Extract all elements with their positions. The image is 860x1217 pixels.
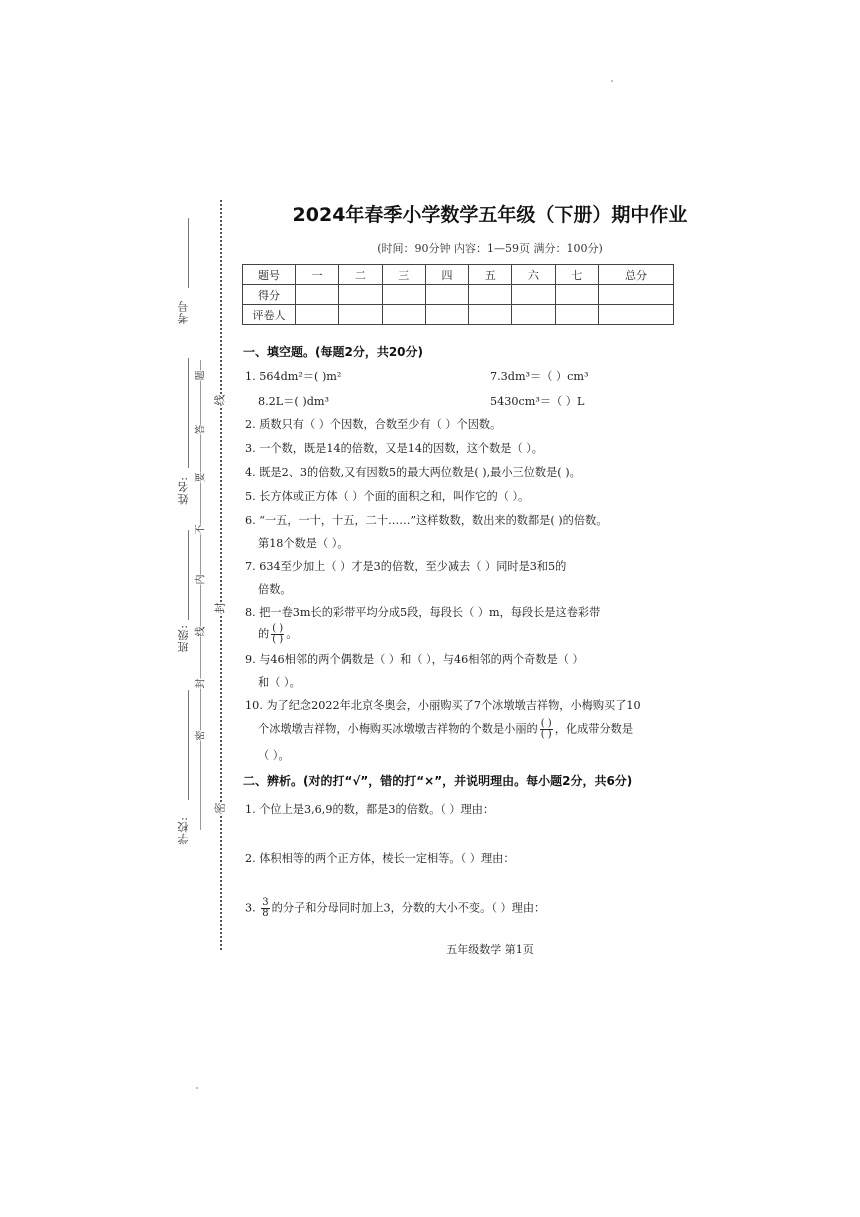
fraction-numerator: ( ): [540, 718, 552, 729]
judge-question-1: 1. 个位上是3,6,9的数，都是3的倍数。（ ）理由：: [245, 803, 495, 816]
column-header: 总分: [599, 265, 674, 285]
question-10b: [258, 719, 633, 740]
question-9a: 9. 与46相邻的两个偶数是（ ）和（ ），与46相邻的两个奇数是（ ）: [245, 653, 584, 666]
exam-info: (时间：90分钟 内容：1—59页 满分：100分): [377, 242, 603, 255]
row-header: 得分: [243, 285, 296, 305]
score-cell[interactable]: [339, 285, 382, 305]
seal-char: 密: [213, 802, 227, 814]
score-table: [242, 264, 674, 325]
question-1a: 1. 564dm²＝( )m²: [245, 370, 342, 383]
question-2: 2. 质数只有（ ）个因数，合数至少有（ ）个因数。: [245, 418, 502, 431]
question-7a: 7. 634至少加上（ ）才是3的倍数，至少减去（ ）同时是3和5的: [245, 560, 567, 573]
table-row: [243, 265, 674, 285]
question-1b: 7.3dm³＝（ ）cm³: [490, 370, 589, 383]
question-9b: 和（ ）。: [258, 676, 301, 689]
name-label: 姓名:: [177, 476, 190, 505]
judge-question-3-number: 3.: [245, 901, 256, 915]
question-4: 4. 既是2、3的倍数,又有因数5的最大两位数是( ),最小三位数是( )。: [245, 466, 581, 479]
score-cell[interactable]: [512, 285, 555, 305]
column-header: 三: [382, 265, 425, 285]
seal-char: 要: [192, 473, 207, 483]
question-6a: 6. “一五，一十，十五，二十……”这样数数，数出来的数都是( )的倍数。: [245, 514, 608, 527]
row-header: 评卷人: [243, 305, 296, 325]
column-header: 四: [425, 265, 468, 285]
question-8a: 8. 把一卷3m长的彩带平均分成5段，每段长（ ）m，每段长是这卷彩带: [245, 606, 601, 619]
column-header: 五: [469, 265, 512, 285]
class-label: 班级:: [177, 624, 190, 653]
school-line: [188, 690, 189, 800]
question-10b-text: 个冰墩墩吉祥物，小梅购买冰墩墩吉祥物的个数是小丽的: [258, 722, 538, 736]
question-7b: 倍数。: [258, 583, 292, 596]
fraction-denominator: ( ): [272, 634, 284, 645]
score-cell[interactable]: [469, 285, 512, 305]
score-cell[interactable]: [382, 285, 425, 305]
seal-char: 密: [192, 731, 207, 741]
judge-question-2: 2. 体积相等的两个正方体，棱长一定相等。（ ）理由：: [245, 852, 515, 865]
seal-char: 答: [192, 425, 207, 435]
section1-heading: 一、填空题。(每题2分，共20分): [243, 345, 424, 359]
seal-char: 封: [213, 602, 227, 614]
question-8b-text: 的: [258, 627, 270, 641]
question-10c: （ ）。: [258, 749, 290, 762]
seal-char: 线: [213, 394, 227, 406]
grader-cell[interactable]: [425, 305, 468, 325]
question-6b: 第18个数是（ ）。: [258, 537, 349, 550]
row-header: 题号: [243, 265, 296, 285]
seal-char: 不: [192, 525, 207, 535]
score-cell[interactable]: [599, 285, 674, 305]
column-header: 二: [339, 265, 382, 285]
class-line: [188, 530, 189, 620]
blank-fraction[interactable]: [540, 719, 553, 740]
column-header: 一: [296, 265, 339, 285]
grader-cell[interactable]: [339, 305, 382, 325]
column-header: 六: [512, 265, 555, 285]
scan-speck: [196, 1087, 198, 1089]
dotted-binding-line: [220, 200, 222, 950]
question-10a: 10. 为了纪念2022年北京冬奥会，小丽购买了7个冰墩墩吉祥物，小梅购买了10: [245, 699, 641, 712]
page-footer: 五年级数学 第1页: [446, 943, 534, 956]
grader-cell[interactable]: [599, 305, 674, 325]
name-line: [188, 358, 189, 468]
exam-number-line: [188, 218, 189, 288]
grader-cell[interactable]: [512, 305, 555, 325]
question-3: 3. 一个数，既是14的倍数，又是14的因数，这个数是（ ）。: [245, 442, 543, 455]
grader-cell[interactable]: [382, 305, 425, 325]
fraction-numerator: 3: [262, 897, 269, 908]
question-1c: 8.2L＝( )dm³: [258, 395, 329, 408]
school-label: 学校:: [177, 816, 190, 845]
question-10b-end: ，化成带分数是: [554, 722, 634, 736]
grader-cell[interactable]: [296, 305, 339, 325]
grader-cell[interactable]: [555, 305, 598, 325]
question-8b: [258, 624, 297, 645]
fraction-numerator: ( ): [272, 623, 284, 634]
exam-number-label: 考号: [177, 300, 190, 324]
fraction-denominator: 8: [262, 908, 269, 919]
table-row: [243, 285, 674, 305]
fraction-denominator: ( ): [540, 729, 552, 740]
question-8b-end: 。: [286, 627, 298, 641]
scan-speck: [611, 80, 613, 82]
seal-char: 题: [192, 371, 207, 381]
fraction-three-eighths: [261, 898, 269, 919]
judge-question-3-text: 的分子和分母同时加上3，分数的大小不变。（ ）理由：: [271, 901, 546, 915]
table-row: [243, 305, 674, 325]
section2-heading: 二、辨析。(对的打“√”，错的打“×”，并说明理由。每小题2分，共6分): [243, 774, 633, 788]
seal-char: 内: [192, 575, 207, 585]
judge-question-3: [245, 898, 545, 919]
column-header: 七: [555, 265, 598, 285]
score-cell[interactable]: [296, 285, 339, 305]
question-1d: 5430cm³＝（ ）L: [490, 395, 585, 408]
question-5: 5. 长方体或正方体（ ）个面的面积之和，叫作它的（ ）。: [245, 490, 530, 503]
score-cell[interactable]: [425, 285, 468, 305]
score-cell[interactable]: [555, 285, 598, 305]
seal-char: 封: [192, 679, 207, 689]
blank-fraction[interactable]: [271, 624, 284, 645]
seal-char: 线: [192, 627, 207, 637]
page-title: 2024年春季小学数学五年级（下册）期中作业: [292, 204, 688, 226]
grader-cell[interactable]: [469, 305, 512, 325]
